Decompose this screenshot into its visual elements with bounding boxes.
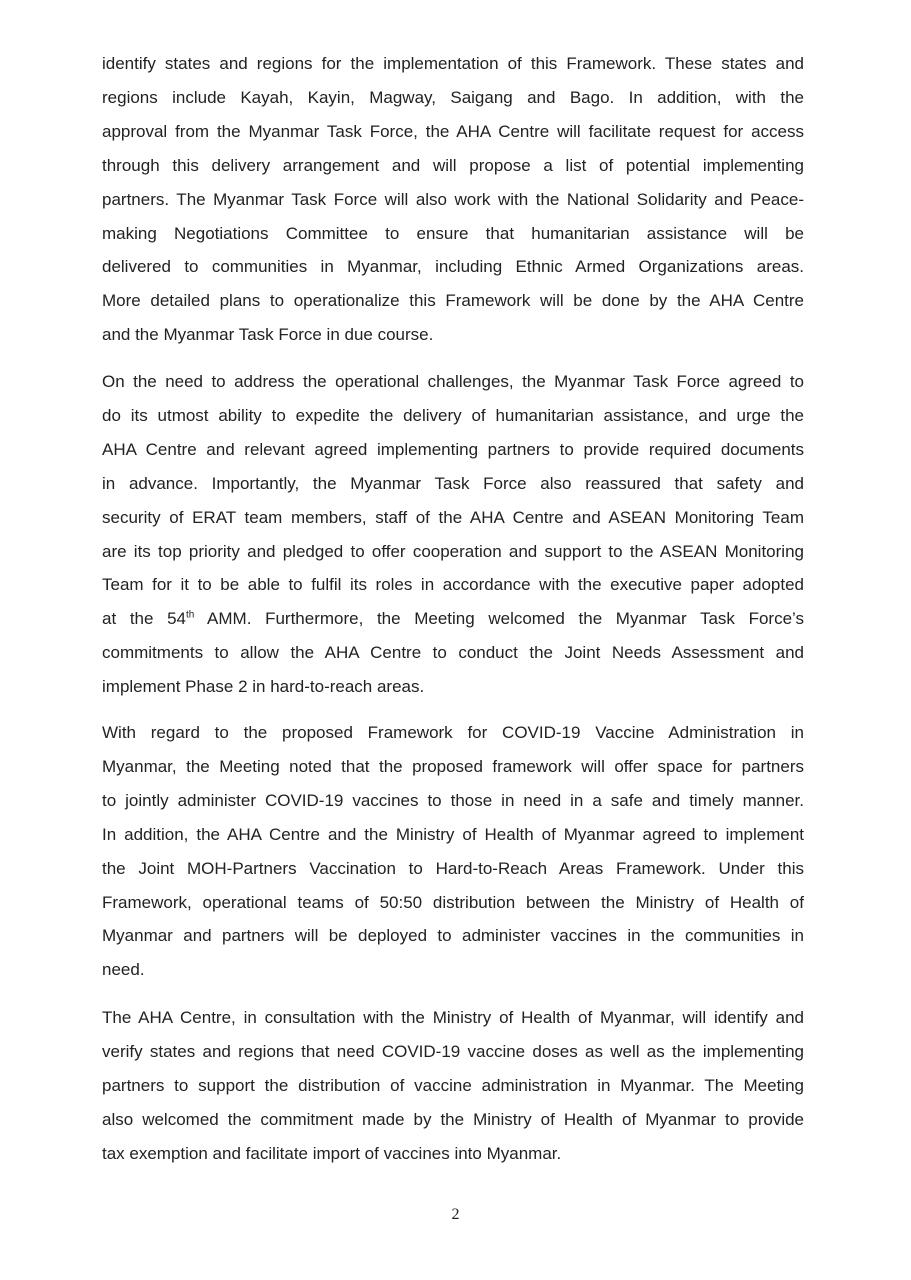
page-number: 2	[451, 1206, 460, 1223]
text-line: implement Phase 2 in hard-to-reach areas.	[102, 677, 425, 697]
text-line: verify states and regions that need COVID-19 vaccine doses as well as the implementing	[102, 1041, 804, 1061]
text-line: making Negotiations Committee to ensure that humanitarian assistance will be	[102, 223, 804, 243]
text-line: Framework, operational teams of 50:50 distribution between the Ministry of Health of	[102, 892, 804, 912]
text-line: through this delivery arrangement and will propose a list of potential implementing	[102, 155, 804, 175]
text-line: partners to support the distribution of vaccine administration in Myanmar. The Meeting	[102, 1075, 804, 1095]
text-line: to jointly administer COVID-19 vaccines to those in need in a safe and timely manner.	[102, 790, 804, 810]
text-line: On the need to address the operational challenges, the Myanmar Task Force agreed to	[102, 372, 804, 391]
text-line: Team for it to be able to fulfil its roles in accordance with the executive paper adopted	[102, 575, 804, 595]
text-line: Myanmar, the Meeting noted that the proposed framework will offer space for partners	[102, 756, 804, 776]
text-line: The AHA Centre, in consultation with the Ministry of Health of Myanmar, will identify and	[102, 1008, 804, 1027]
text-line: the Joint MOH-Partners Vaccination to Hard-to-Reach Areas Framework. Under this	[102, 858, 804, 878]
text-line: In addition, the AHA Centre and the Ministry of Health of Myanmar agreed to implement	[102, 824, 804, 844]
ordinal-superscript: th	[186, 609, 195, 621]
text-line: need.	[102, 960, 145, 980]
text-line: do its utmost ability to expedite the delivery of humanitarian assistance, and urge the	[102, 405, 804, 425]
paragraph-framework-regions	[102, 47, 804, 352]
text-line: also welcomed the commitment made by the Ministry of Health of Myanmar to provide	[102, 1109, 804, 1129]
text-line: are its top priority and pledged to offer cooperation and support to the ASEAN Monitoring	[102, 541, 804, 561]
text-line: identify states and regions for the implementation of this Framework. These states and	[102, 54, 804, 73]
text-line: tax exemption and facilitate import of vaccines into Myanmar.	[102, 1143, 562, 1163]
text-line: More detailed plans to operationalize this Framework will be done by the AHA Centre	[102, 291, 804, 311]
paragraph-operational-challenges	[102, 365, 804, 704]
text-line-with-superscript	[102, 602, 804, 636]
text-line: AHA Centre and relevant agreed implementing partners to provide required documents	[102, 439, 804, 459]
text-line: delivered to communities in Myanmar, including Ethnic Armed Organizations areas.	[102, 257, 804, 277]
paragraph-vaccine-framework	[102, 716, 804, 987]
text-line: and the Myanmar Task Force in due course.	[102, 325, 434, 345]
text-line: With regard to the proposed Framework for COVID-19 Vaccine Administration in	[102, 723, 804, 742]
text-line: in advance. Importantly, the Myanmar Task Force also reassured that safety and	[102, 473, 804, 493]
text-segment: at the 54	[102, 609, 186, 629]
text-line: commitments to allow the AHA Centre to conduct the Joint Needs Assessment and	[102, 643, 804, 663]
text-segment: AMM. Furthermore, the Meeting welcomed the Myanmar Task Force’s	[194, 609, 804, 629]
text-line: regions include Kayah, Kayin, Magway, Saigang and Bago. In addition, with the	[102, 87, 804, 107]
text-line: security of ERAT team members, staff of the AHA Centre and ASEAN Monitoring Team	[102, 507, 804, 527]
text-line: approval from the Myanmar Task Force, the AHA Centre will facilitate request for access	[102, 121, 804, 141]
text-line: partners. The Myanmar Task Force will also work with the National Solidarity and Peace-	[102, 189, 804, 209]
paragraph-vaccine-doses	[102, 1001, 804, 1171]
text-line: Myanmar and partners will be deployed to administer vaccines in the communities in	[102, 926, 804, 946]
